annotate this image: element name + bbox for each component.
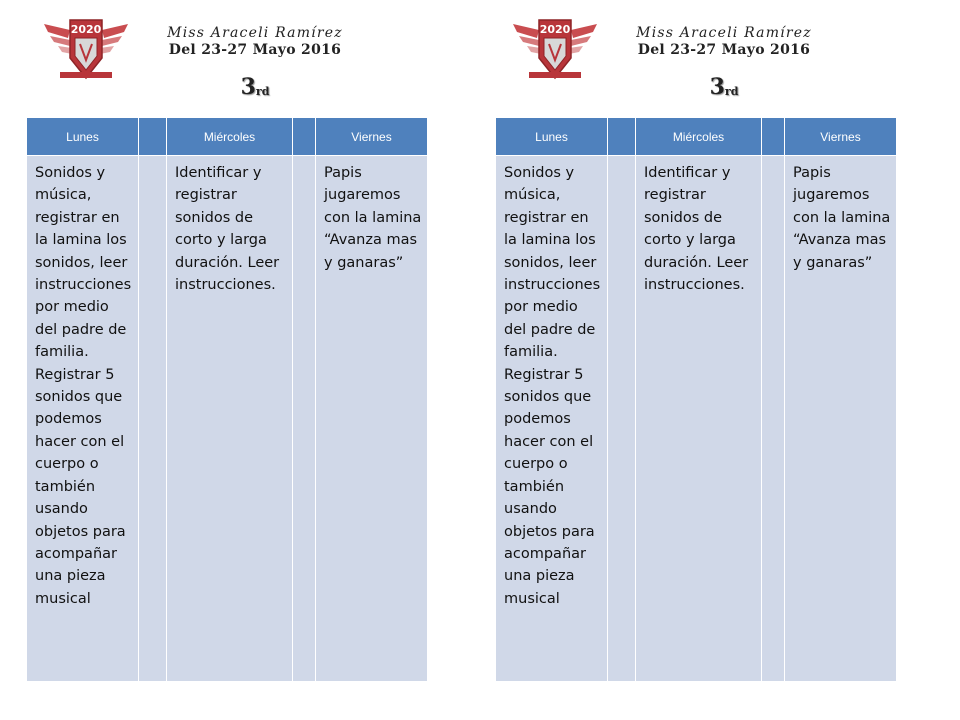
school-logo [509, 14, 601, 82]
column-header-viernes: Viernes [316, 118, 428, 156]
activity-table [495, 117, 897, 682]
cell-viernes [316, 156, 428, 682]
grade-label [215, 74, 295, 100]
grade-number: 3 [240, 74, 256, 100]
week-dates: Del 23-27 Mayo 2016 [637, 42, 811, 58]
column-header-miercoles: Miércoles [636, 118, 762, 156]
activity-miercoles: Identificar y registrar sonidos de corto y larga duración. Leer instrucciones. [175, 165, 280, 294]
teacher-name: Miss Araceli Ramírez [167, 25, 343, 41]
column-spacer [293, 118, 316, 156]
activity-viernes: Papis jugaremos con la lamina “Avanza mas y ganaras” [324, 165, 422, 271]
cell-spacer [608, 156, 636, 682]
cell-miercoles [636, 156, 762, 682]
cell-lunes [27, 156, 139, 682]
column-spacer [139, 118, 167, 156]
cell-viernes [785, 156, 897, 682]
activity-table [26, 117, 428, 682]
logo-year-text: 2020 [539, 23, 571, 36]
cell-miercoles [167, 156, 293, 682]
grade-suffix: rd [255, 85, 270, 98]
cell-spacer [762, 156, 785, 682]
column-spacer [762, 118, 785, 156]
column-header-lunes: Lunes [496, 118, 608, 156]
schedule-card-left [0, 0, 430, 690]
column-spacer [608, 118, 636, 156]
school-logo [40, 14, 132, 82]
cell-lunes [496, 156, 608, 682]
activity-lunes: Sonidos y música, registrar en la lamina los sonidos, leer instrucciones por medio del padre de familia. Registrar 5 sonidos que podemos hacer con el cuerpo o también usando objetos para acompañar una pieza musical [504, 165, 601, 607]
activity-viernes: Papis jugaremos con la lamina “Avanza mas y ganaras” [793, 165, 891, 271]
activity-miercoles: Identificar y registrar sonidos de corto y larga duración. Leer instrucciones. [644, 165, 749, 294]
cell-spacer [293, 156, 316, 682]
schedule-card-right [469, 0, 899, 690]
week-dates: Del 23-27 Mayo 2016 [168, 42, 342, 58]
column-header-miercoles: Miércoles [167, 118, 293, 156]
grade-suffix: rd [724, 85, 739, 98]
column-header-lunes: Lunes [27, 118, 139, 156]
activity-lunes: Sonidos y música, registrar en la lamina los sonidos, leer instrucciones por medio del padre de familia. Registrar 5 sonidos que podemos hacer con el cuerpo o también usando objetos para acompañar una pieza musical [35, 165, 132, 607]
column-header-viernes: Viernes [785, 118, 897, 156]
cell-spacer [139, 156, 167, 682]
grade-number: 3 [709, 74, 725, 100]
logo-year-text: 2020 [70, 23, 102, 36]
teacher-name: Miss Araceli Ramírez [636, 25, 812, 41]
grade-label [684, 74, 764, 100]
